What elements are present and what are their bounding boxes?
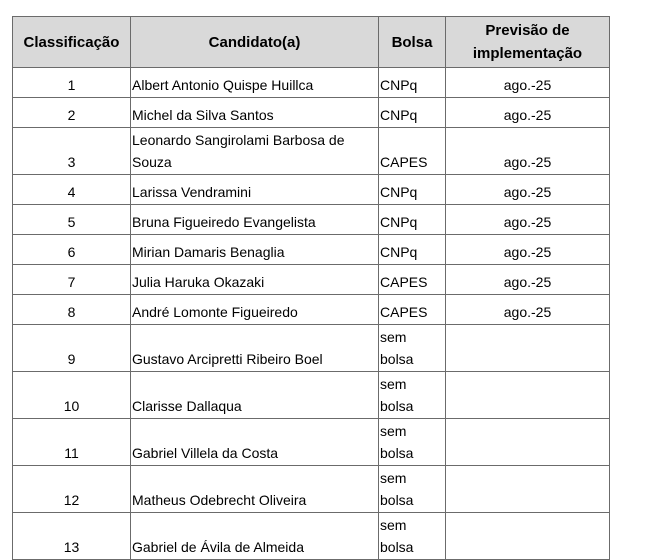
candidate-name-cell: Clarisse Dallaqua	[131, 372, 379, 419]
header-previsao: Previsão de implementação	[446, 17, 610, 68]
bolsa-cell: sem bolsa	[379, 513, 446, 560]
implementation-date-cell: ago.-25	[446, 68, 610, 98]
candidate-name-cell: Gustavo Arcipretti Ribeiro Boel	[131, 325, 379, 372]
implementation-date-cell: ago.-25	[446, 98, 610, 128]
bolsa-cell: CAPES	[379, 128, 446, 175]
bolsa-cell: CNPq	[379, 175, 446, 205]
header-row	[13, 17, 610, 68]
implementation-date-cell: ago.-25	[446, 175, 610, 205]
rank-cell: 1	[13, 68, 131, 98]
rank-cell: 7	[13, 265, 131, 295]
implementation-date-cell: ago.-25	[446, 295, 610, 325]
classification-table	[12, 16, 610, 560]
rank-cell: 3	[13, 128, 131, 175]
bolsa-cell: CNPq	[379, 205, 446, 235]
candidate-name-cell: Gabriel de Ávila de Almeida	[131, 513, 379, 560]
table-row	[13, 98, 610, 128]
candidate-name-cell: Mirian Damaris Benaglia	[131, 235, 379, 265]
rank-cell: 4	[13, 175, 131, 205]
bolsa-cell: sem bolsa	[379, 325, 446, 372]
rank-cell: 6	[13, 235, 131, 265]
candidate-name-cell: Bruna Figueiredo Evangelista	[131, 205, 379, 235]
table-row	[13, 235, 610, 265]
implementation-date-cell: ago.-25	[446, 265, 610, 295]
candidate-name-cell: Michel da Silva Santos	[131, 98, 379, 128]
table-row	[13, 68, 610, 98]
table-row	[13, 295, 610, 325]
implementation-date-cell: ago.-25	[446, 205, 610, 235]
implementation-date-cell	[446, 419, 610, 466]
implementation-date-cell	[446, 325, 610, 372]
rank-cell: 10	[13, 372, 131, 419]
bolsa-cell: sem bolsa	[379, 372, 446, 419]
table-row	[13, 325, 610, 372]
candidate-name-cell: Larissa Vendramini	[131, 175, 379, 205]
bolsa-cell: CNPq	[379, 68, 446, 98]
rank-cell: 11	[13, 419, 131, 466]
bolsa-cell: CNPq	[379, 98, 446, 128]
table-row	[13, 513, 610, 560]
implementation-date-cell	[446, 372, 610, 419]
table-row	[13, 265, 610, 295]
candidate-name-cell: Albert Antonio Quispe Huillca	[131, 68, 379, 98]
table-row	[13, 128, 610, 175]
header-bolsa: Bolsa	[379, 17, 446, 68]
bolsa-cell: CAPES	[379, 295, 446, 325]
rank-cell: 2	[13, 98, 131, 128]
header-classificacao: Classificação	[13, 17, 131, 68]
rank-cell: 9	[13, 325, 131, 372]
rank-cell: 13	[13, 513, 131, 560]
table-row	[13, 175, 610, 205]
implementation-date-cell	[446, 513, 610, 560]
candidate-name-cell: André Lomonte Figueiredo	[131, 295, 379, 325]
table-row	[13, 372, 610, 419]
implementation-date-cell	[446, 466, 610, 513]
table-row	[13, 419, 610, 466]
table-row	[13, 466, 610, 513]
header-candidato: Candidato(a)	[131, 17, 379, 68]
candidate-name-cell: Julia Haruka Okazaki	[131, 265, 379, 295]
implementation-date-cell: ago.-25	[446, 128, 610, 175]
candidate-name-cell: Matheus Odebrecht Oliveira	[131, 466, 379, 513]
table-row	[13, 205, 610, 235]
rank-cell: 12	[13, 466, 131, 513]
implementation-date-cell: ago.-25	[446, 235, 610, 265]
bolsa-cell: sem bolsa	[379, 466, 446, 513]
bolsa-cell: CNPq	[379, 235, 446, 265]
bolsa-cell: sem bolsa	[379, 419, 446, 466]
candidate-name-cell: Leonardo Sangirolami Barbosa de Souza	[131, 128, 379, 175]
rank-cell: 8	[13, 295, 131, 325]
bolsa-cell: CAPES	[379, 265, 446, 295]
candidate-name-cell: Gabriel Villela da Costa	[131, 419, 379, 466]
rank-cell: 5	[13, 205, 131, 235]
